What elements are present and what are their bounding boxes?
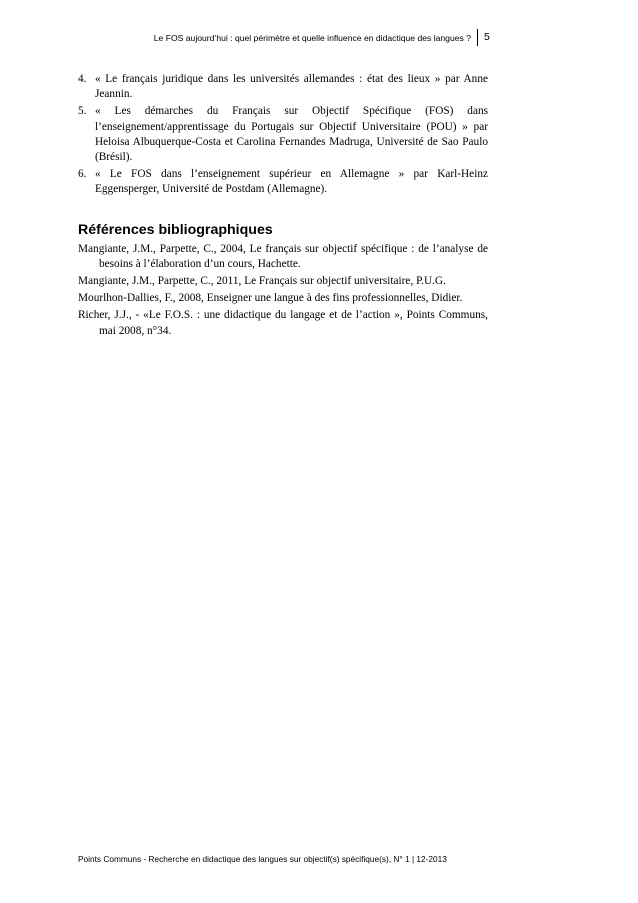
references-list: [78, 242, 488, 339]
list-item-text: « Le FOS dans l’enseignement supérieur en Allemagne » par Karl-Heinz Eggensperger, Université de Postdam (Allemagne).: [95, 168, 488, 196]
header-separator: [477, 29, 478, 46]
list-item-number: 5.: [78, 105, 87, 118]
list-item-number: 6.: [78, 168, 87, 181]
list-item: [78, 104, 488, 165]
reference-item: Richer, J.J., - «Le F.O.S. : une didactique du langage et de l’action », Points Communs, mai 2008, n°34.: [78, 309, 488, 337]
list-item: [78, 167, 488, 197]
reference-item: Mourlhon-Dallies, F., 2008, Enseigner une langue à des fins professionnelles, Didier.: [78, 292, 463, 305]
page-content: [78, 72, 488, 341]
page-number: 5: [484, 31, 490, 43]
numbered-list: [78, 72, 488, 198]
page-footer: Points Communs - Recherche en didactique des langues sur objectif(s) spécifique(s), N° 1 | 12-2013: [78, 854, 447, 864]
list-item-number: 4.: [78, 73, 87, 85]
list-item-text: « Le français juridique dans les universités allemandes : état des lieux » par Anne Jeannin.: [95, 73, 488, 101]
header-title: Le FOS aujourd’hui : quel périmètre et quelle influence en didactique des langues ?: [153, 33, 471, 43]
list-item: [78, 72, 488, 102]
reference-item: Mangiante, J.M., Parpette, C., 2004, Le français sur objectif spécifique : de l’analyse de besoins à l’élaboration d’un cours, Hachette.: [78, 242, 488, 270]
reference-item: Mangiante, J.M., Parpette, C., 2011, Le Français sur objectif universitaire, P.U.G.: [78, 275, 446, 288]
page-header: [0, 29, 638, 49]
list-item-text: « Les démarches du Français sur Objectif Spécifique (FOS) dans l’enseignement/apprentissage du Portugais sur Objectif Universitaire (POU) » par Heloisa Albuquerque-Costa et Carolina Fernandes Madruga, Université de Sao Paulo (Brésil).: [95, 105, 488, 164]
references-heading: Références bibliographiques: [78, 221, 273, 238]
